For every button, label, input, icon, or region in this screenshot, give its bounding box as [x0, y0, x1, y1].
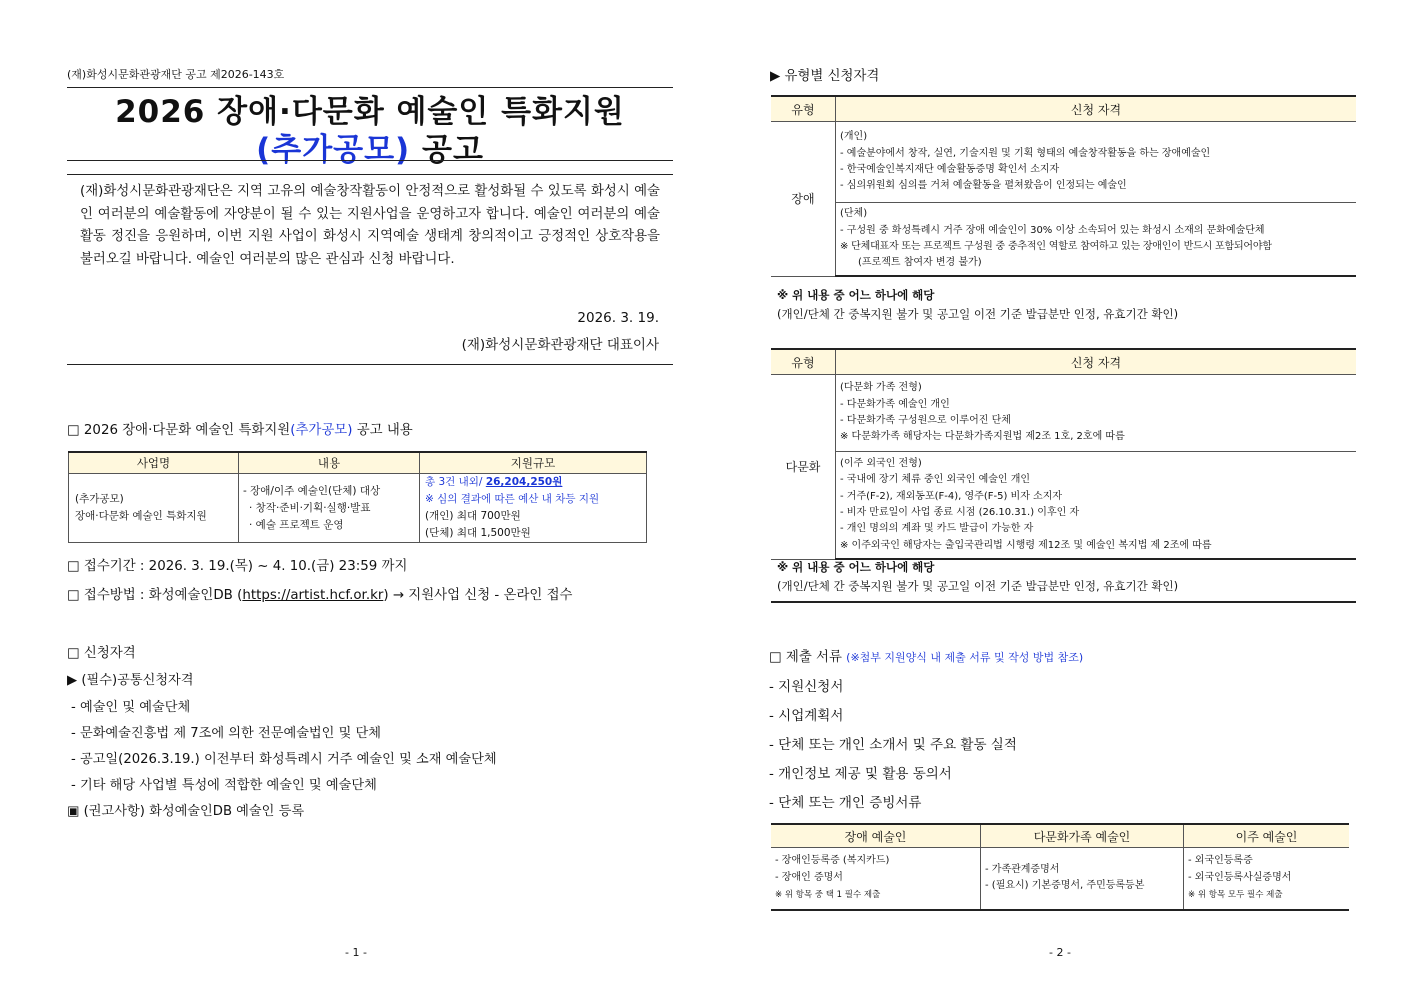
eligibility-heading: □ 신청자격 — [67, 646, 136, 661]
title-tail: 공고 — [410, 132, 484, 168]
summary-table — [68, 451, 647, 543]
title-rule-1 — [67, 160, 673, 161]
application-method: □ 접수방법 : 화성예술인DB (https://artist.hcf.or.kr) → 지원사업 신청 - 온라인 접수 — [67, 588, 573, 603]
title-highlight: (추가공모) — [256, 132, 411, 168]
type-disability: 장애 — [771, 122, 836, 277]
docs-header-migrant: 이주 예술인 — [1184, 824, 1350, 848]
disability-note-sub: (개인/단체 간 중복지원 불가 및 공고일 이전 기준 발급분만 인정, 유효기간 확인) — [777, 307, 1179, 321]
docs-cell-disability: - 장애인등록증 (복지카드) - 장애인 증명서 ※ 위 항목 중 택 1 필수 제출 — [771, 848, 981, 910]
common-eligibility-item: - 문화예술진흥법 제 7조에 의한 전문예술법인 및 단체 — [71, 726, 382, 741]
page-title-line2 — [67, 124, 673, 169]
documents-table — [771, 823, 1349, 911]
page-number-1: - 1 - — [345, 946, 367, 959]
multicultural-foreign-cell: (이주 외국인 전형) - 국내에 장기 체류 중인 외국인 예술인 개인 - 거주(F-2), 재외동포(F-4), 영주(F-5) 비자 소지자 - 비자 만료일이 사업 종료 시점 (26.10.31.) 이후인 자 - 개인 명의의 계좌 및 카드 발급이 가능한 자 ※ 이주외국인 해당자는 출입국관리법 시행령 제12조 및 예술인 복지법 제 2조에 따름 — [836, 452, 1357, 560]
multicultural-eligibility-table — [771, 348, 1356, 560]
document-item: - 단체 또는 개인 증빙서류 — [769, 795, 922, 811]
summary-header-scale: 지원규모 — [420, 452, 647, 474]
disability-group-cell: (단체) - 구성원 중 화성특례시 거주 장애 예술인이 30% 이상 소속되어 있는 화성시 소재의 문화예술단체 ※ 단체대표자 또는 프로젝트 구성원 중 중추적인 역할로 참여하고 있는 장애인이 반드시 포함되어야함 (프로젝트 참여자 변경 불가) — [836, 203, 1357, 277]
type-multicultural: 다문화 — [771, 375, 836, 560]
common-eligibility-item: - 예술인 및 예술단체 — [71, 700, 191, 715]
summary-header-content: 내용 — [239, 452, 420, 474]
disability-note-bold: ※ 위 내용 중 어느 하나에 해당 — [777, 288, 935, 302]
summary-header-name: 사업명 — [69, 452, 239, 474]
section-summary-heading: □ 2026 장애·다문화 예술인 특화지원(추가공모) 공고 내용 — [67, 423, 413, 438]
summary-cell-name: (추가공모) 장애·다문화 예술인 특화지원 — [69, 474, 239, 543]
document-item: - 시업계획서 — [769, 708, 844, 724]
header-type: 유형 — [771, 96, 836, 122]
documents-heading: □ 제출 서류 (※첨부 지원양식 내 제출 서류 및 작성 방법 참조) — [769, 650, 1084, 665]
summary-cell-content: - 장애/이주 예술인(단체) 대상 · 창작·준비·기획·실행·발표 · 예술 프로젝트 운영 — [239, 474, 420, 543]
notice-number: (재)화성시문화관광재단 공고 제2026-143호 — [67, 68, 285, 81]
docs-header-multicultural: 다문화가족 예술인 — [981, 824, 1184, 848]
document-item: - 개인정보 제공 및 활용 동의서 — [769, 766, 952, 782]
header-qualification: 신청 자격 — [836, 349, 1357, 375]
document-item: - 단체 또는 개인 소개서 및 주요 활동 실적 — [769, 737, 1017, 753]
document-item: - 지원신청서 — [769, 679, 844, 695]
disability-individual-cell: (개인) - 예술분야에서 창작, 실연, 기술지원 및 기획 형태의 예술창작활동을 하는 장애예술인 - 한국예술인복지재단 예술활동증명 확인서 소지자 - 심의위원회 심의를 거쳐 예술활동을 펼쳐왔음이 인정되는 예술인 — [836, 122, 1357, 203]
docs-header-disability: 장애 예술인 — [771, 824, 981, 848]
title-rule-2 — [67, 174, 673, 175]
docs-cell-multicultural: - 가족관계증명서 - (필요시) 기본증명서, 주민등록등본 — [981, 848, 1184, 910]
summary-cell-scale: 총 3건 내외/ 26,204,250원 ※ 심의 결과에 따른 예산 내 차등 지원 (개인) 최대 700만원 (단체) 최대 1,500만원 — [420, 474, 647, 543]
intro-paragraph: (재)화성시문화관광재단은 지역 고유의 예술창작활동이 안정적으로 활성화될 수 있도록 화성시 예술인 여러분의 예술활동에 자양분이 될 수 있는 지원사업을 운영하고자 합니다. 예술인 여러분의 예술활동 정진을 응원하며, 이번 지원 사업이 화성시 지역예술 생태계 창의적이고 긍정적인 상호작용을 불러오길 바랍니다. 예술인 여러분의 많은 관심과 신청 바랍니다. — [80, 184, 660, 268]
type-eligibility-heading: ▶ 유형별 신청자격 — [770, 69, 880, 84]
disability-eligibility-table — [771, 95, 1356, 277]
common-eligibility-heading: ▶ (필수)공통신청자격 — [67, 673, 194, 688]
recommendation-note: ▣ (권고사항) 화성예술인DB 예술인 등록 — [67, 804, 305, 819]
common-eligibility-item: - 공고일(2026.3.19.) 이전부터 화성특례시 거주 예술인 및 소재 예술단체 — [71, 752, 497, 767]
header-type: 유형 — [771, 349, 836, 375]
application-period: □ 접수기간 : 2026. 3. 19.(목) ~ 4. 10.(금) 23:59 까지 — [67, 559, 408, 574]
issuer-org: (재)화성시문화관광재단 대표이사 — [461, 337, 659, 353]
multicultural-note-sub: (개인/단체 간 중복지원 불가 및 공고일 이전 기준 발급분만 인정, 유효기간 확인) — [777, 579, 1179, 593]
intro-bottom-rule — [67, 364, 673, 365]
page-title-line1: 2026 장애·다문화 예술인 특화지원 — [115, 94, 625, 130]
artist-db-link[interactable]: https://artist.hcf.or.kr — [242, 588, 384, 603]
docs-cell-migrant: - 외국인등록증 - 외국인등록사실증명서 ※ 위 항목 모두 필수 제출 — [1184, 848, 1350, 910]
multicultural-note-rule — [771, 601, 1356, 603]
multicultural-family-cell: (다문화 가족 전형) - 다문화가족 예술인 개인 - 다문화가족 구성원으로 이루어진 단체 ※ 다문화가족 해당자는 다문화가족지원법 제2조 1호, 2호에 따름 — [836, 375, 1357, 452]
multicultural-note-bold: ※ 위 내용 중 어느 하나에 해당 — [777, 560, 935, 574]
page-number-2: - 2 - — [1049, 946, 1071, 959]
notice-date: 2026. 3. 19. — [577, 310, 659, 326]
header-qualification: 신청 자격 — [836, 96, 1357, 122]
common-eligibility-item: - 기타 해당 사업별 특성에 적합한 예술인 및 예술단체 — [71, 778, 377, 793]
